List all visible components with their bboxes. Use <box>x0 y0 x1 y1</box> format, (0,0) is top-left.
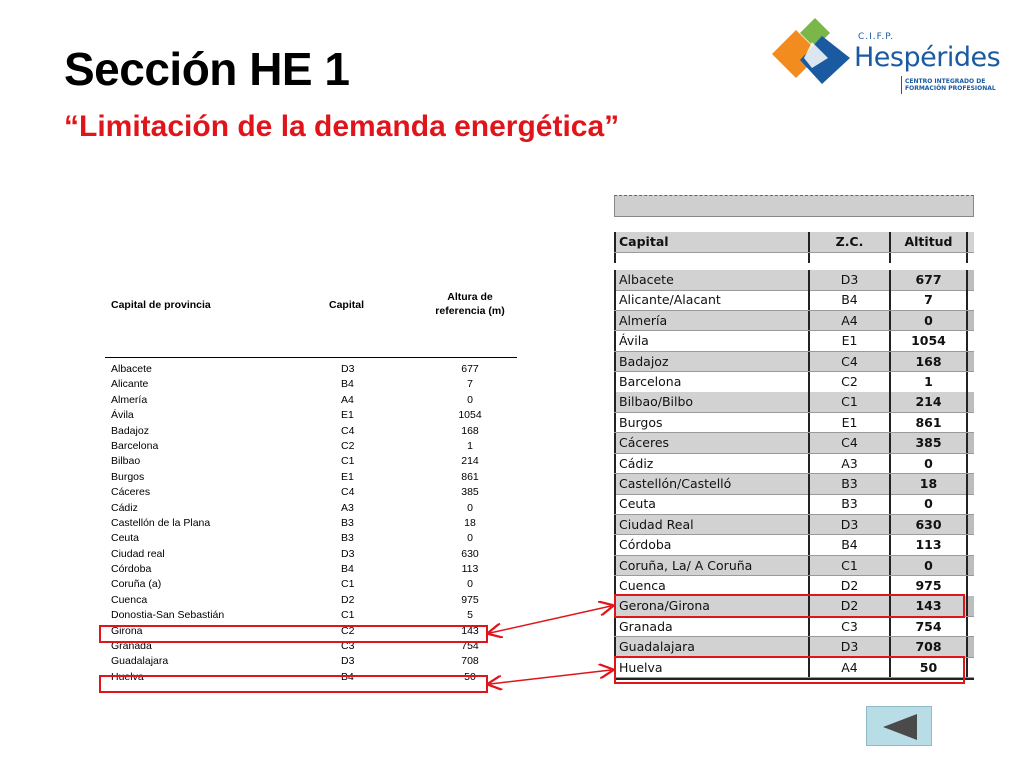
right-cell-capital: Ciudad Real <box>614 515 810 535</box>
left-cell-zone: B3 <box>341 532 354 545</box>
right-cell-edge <box>968 413 974 433</box>
left-table-row <box>105 393 517 408</box>
highlight-huelva-right <box>614 656 965 684</box>
right-cell-zone: D3 <box>810 637 891 657</box>
right-cell-edge <box>968 372 974 392</box>
left-cell-zone: C2 <box>341 624 355 637</box>
right-table-topbar <box>614 195 974 217</box>
left-cell-zone: C1 <box>341 455 355 468</box>
right-cell-edge <box>968 617 974 637</box>
right-cell-capital: Castellón/Castelló <box>614 474 810 494</box>
right-table-row <box>614 331 974 352</box>
left-table-row <box>105 547 517 562</box>
right-cell-zone: C4 <box>810 433 891 453</box>
right-cell-edge <box>968 535 974 555</box>
left-table <box>105 286 517 683</box>
left-cell-province: Bilbao <box>111 455 141 468</box>
right-cell-zone: A4 <box>810 311 891 331</box>
right-cell-altitude: 113 <box>891 535 968 555</box>
left-table-row <box>105 362 517 377</box>
right-cell-zone: C4 <box>810 352 891 372</box>
slide-subtitle: “Limitación de la demanda energética” <box>64 110 620 143</box>
right-cell-altitude: 385 <box>891 433 968 453</box>
right-cell-altitude: 50 <box>891 658 968 678</box>
right-table-row <box>614 290 974 311</box>
right-table-row <box>614 556 974 577</box>
right-table-row <box>614 372 974 393</box>
right-cell-capital: Granada <box>614 617 810 637</box>
right-cell-altitude: 0 <box>891 556 968 576</box>
left-table-row <box>105 408 517 423</box>
left-table-row <box>105 439 517 454</box>
right-cell-altitude: 1 <box>891 372 968 392</box>
left-cell-province: Almería <box>111 393 148 406</box>
left-cell-zone: C4 <box>341 486 355 499</box>
left-cell-altitude: 214 <box>461 455 479 468</box>
right-cell-zone: C1 <box>810 392 891 412</box>
left-cell-altitude: 7 <box>467 378 473 391</box>
right-table-row <box>614 454 974 475</box>
right-cell-capital: Córdoba <box>614 535 810 555</box>
back-triangle-icon <box>881 713 919 741</box>
highlight-girona-left <box>99 625 488 643</box>
right-table-row <box>614 311 974 332</box>
left-cell-altitude: 754 <box>461 640 479 653</box>
left-header-altitude: Altura de referencia (m) <box>435 291 505 317</box>
right-cell-edge <box>968 658 974 678</box>
right-cell-capital: Guadalajara <box>614 637 810 657</box>
left-table-row <box>105 485 517 500</box>
hesperides-logo <box>770 8 1010 98</box>
left-cell-zone: A3 <box>341 501 354 514</box>
right-table-row <box>614 617 974 638</box>
right-cell-zone: E1 <box>810 413 891 433</box>
left-cell-province: Coruña (a) <box>111 578 162 591</box>
left-cell-altitude: 975 <box>461 593 479 606</box>
right-cell-zone: E1 <box>810 331 891 351</box>
left-cell-zone: B3 <box>341 516 354 529</box>
right-cell-altitude: 1054 <box>891 331 968 351</box>
left-cell-province: Cáceres <box>111 486 151 499</box>
left-table-row <box>105 424 517 439</box>
left-table-row <box>105 577 517 592</box>
right-cell-zone: A4 <box>810 658 891 678</box>
logo-divider <box>901 76 902 94</box>
left-cell-altitude: 861 <box>461 470 479 483</box>
right-table-row <box>614 352 974 373</box>
left-cell-zone: B4 <box>341 563 354 576</box>
left-cell-province: Ciudad real <box>111 547 165 560</box>
left-cell-province: Albacete <box>111 363 152 375</box>
right-cell-capital: Albacete <box>614 270 810 290</box>
left-cell-province: Castellón de la Plana <box>111 516 211 529</box>
right-cell-edge <box>968 270 974 290</box>
left-cell-province: Granada <box>111 640 152 653</box>
right-cell-capital: Ávila <box>614 331 810 351</box>
left-cell-altitude: 0 <box>467 393 473 406</box>
left-cell-zone: A4 <box>341 393 354 406</box>
left-table-row <box>105 593 517 608</box>
logo-name-text: Hespérides <box>854 42 1001 73</box>
right-cell-zone: D2 <box>810 576 891 596</box>
right-cell-capital: Gerona/Girona <box>614 596 810 616</box>
right-cell-edge <box>968 596 974 616</box>
left-table-row <box>105 608 517 623</box>
right-table-row <box>614 494 974 515</box>
left-cell-altitude: 5 <box>467 609 473 622</box>
right-cell-altitude: 754 <box>891 617 968 637</box>
left-table-header <box>105 286 517 358</box>
left-cell-province: Girona <box>111 624 143 637</box>
right-cell-zone: C3 <box>810 617 891 637</box>
left-table-row <box>105 501 517 516</box>
right-cell-capital: Barcelona <box>614 372 810 392</box>
left-cell-altitude: 0 <box>467 532 473 545</box>
right-table-row <box>614 535 974 556</box>
right-cell-edge <box>968 352 974 372</box>
right-table-row <box>614 474 974 495</box>
left-cell-zone: B4 <box>341 378 354 391</box>
right-cell-zone: D3 <box>810 515 891 535</box>
right-cell-altitude: 18 <box>891 474 968 494</box>
right-table-row <box>614 433 974 454</box>
right-cell-capital: Cádiz <box>614 454 810 474</box>
right-cell-edge <box>968 290 974 310</box>
right-cell-capital: Alicante/Alacant <box>614 290 810 310</box>
right-cell-edge <box>968 311 974 331</box>
right-cell-zone: A3 <box>810 454 891 474</box>
right-table-row <box>614 413 974 434</box>
right-table-row <box>614 270 974 291</box>
right-cell-edge <box>968 433 974 453</box>
right-header-zone: Z.C. <box>810 232 891 252</box>
left-cell-zone: D3 <box>341 363 355 375</box>
right-cell-edge <box>968 392 974 412</box>
left-cell-zone: D3 <box>341 655 355 668</box>
highlight-girona-right <box>614 594 965 618</box>
left-table-row <box>105 562 517 577</box>
left-cell-altitude: 1 <box>467 439 473 452</box>
logo-cifp-text: C.I.F.P. <box>858 32 895 42</box>
left-cell-zone: D3 <box>341 547 355 560</box>
left-cell-province: Ávila <box>111 409 134 422</box>
right-cell-edge <box>968 576 974 596</box>
right-header-capital: Capital <box>614 232 810 252</box>
right-header-altitude: Altitud <box>891 232 968 252</box>
right-cell-capital: Cáceres <box>614 433 810 453</box>
right-cell-altitude: 630 <box>891 515 968 535</box>
left-cell-province: Barcelona <box>111 439 159 452</box>
left-cell-altitude: 385 <box>461 486 479 499</box>
left-table-row <box>105 454 517 469</box>
right-cell-altitude: 975 <box>891 576 968 596</box>
left-table-row <box>105 531 517 546</box>
right-cell-edge <box>968 556 974 576</box>
right-cell-altitude: 214 <box>891 392 968 412</box>
right-cell-altitude: 168 <box>891 352 968 372</box>
right-cell-edge <box>968 494 974 514</box>
left-cell-altitude: 50 <box>464 670 476 683</box>
right-cell-altitude: 7 <box>891 290 968 310</box>
logo-tagline-2: FORMACIÓN PROFESIONAL <box>905 85 996 92</box>
left-cell-altitude: 630 <box>461 547 479 560</box>
left-table-row <box>105 516 517 531</box>
right-cell-capital: Burgos <box>614 413 810 433</box>
left-table-row <box>105 377 517 392</box>
left-cell-province: Guadalajara <box>111 655 169 668</box>
left-cell-zone: E1 <box>341 409 354 422</box>
right-cell-zone: B4 <box>810 290 891 310</box>
left-cell-province: Badajoz <box>111 424 149 437</box>
right-cell-altitude: 708 <box>891 637 968 657</box>
right-cell-edge <box>968 637 974 657</box>
left-table-row <box>105 470 517 485</box>
right-cell-capital: Almería <box>614 311 810 331</box>
right-cell-capital: Huelva <box>614 658 810 678</box>
right-cell-capital: Ceuta <box>614 494 810 514</box>
right-cell-edge <box>968 474 974 494</box>
left-cell-province: Donostia-San Sebastián <box>111 609 225 622</box>
left-cell-zone: C3 <box>341 640 355 653</box>
left-cell-altitude: 113 <box>461 563 479 576</box>
right-cell-zone: B3 <box>810 474 891 494</box>
left-header-province: Capital de provincia <box>111 299 211 311</box>
left-cell-zone: C1 <box>341 578 355 591</box>
left-cell-altitude: 1054 <box>458 409 482 422</box>
left-cell-altitude: 677 <box>461 363 479 375</box>
left-cell-zone: B4 <box>341 670 354 683</box>
right-table-spacer <box>614 253 974 263</box>
left-cell-province: Cuenca <box>111 593 148 606</box>
right-table-header <box>614 232 974 253</box>
left-table-row <box>105 654 517 669</box>
right-cell-edge <box>968 515 974 535</box>
left-cell-zone: C1 <box>341 609 355 622</box>
right-cell-altitude: 0 <box>891 311 968 331</box>
left-cell-province: Huelva <box>111 670 144 683</box>
left-cell-province: Córdoba <box>111 563 152 576</box>
left-cell-altitude: 143 <box>461 624 479 637</box>
right-table-row <box>614 515 974 536</box>
right-cell-zone: D2 <box>810 596 891 616</box>
right-header-edge <box>968 232 974 252</box>
right-cell-altitude: 0 <box>891 494 968 514</box>
right-cell-capital: Badajoz <box>614 352 810 372</box>
left-cell-altitude: 0 <box>467 501 473 514</box>
left-cell-zone: E1 <box>341 470 354 483</box>
right-cell-zone: B3 <box>810 494 891 514</box>
right-cell-capital: Bilbao/Bilbo <box>614 392 810 412</box>
left-cell-zone: C4 <box>341 424 355 437</box>
right-cell-zone: C2 <box>810 372 891 392</box>
left-cell-province: Alicante <box>111 378 149 391</box>
right-cell-capital: Coruña, La/ A Coruña <box>614 556 810 576</box>
right-cell-edge <box>968 454 974 474</box>
right-cell-edge <box>968 331 974 351</box>
left-cell-province: Ceuta <box>111 532 140 545</box>
left-cell-province: Burgos <box>111 470 145 483</box>
right-cell-zone: C1 <box>810 556 891 576</box>
right-cell-capital: Cuenca <box>614 576 810 596</box>
slide-title: Sección HE 1 <box>64 43 350 95</box>
logo-tagline-1: CENTRO INTEGRADO DE <box>905 78 986 85</box>
left-cell-altitude: 0 <box>467 578 473 591</box>
left-cell-province: Cádiz <box>111 501 138 514</box>
left-cell-altitude: 708 <box>461 655 479 668</box>
right-cell-altitude: 0 <box>891 454 968 474</box>
right-cell-altitude: 143 <box>891 596 968 616</box>
left-cell-altitude: 168 <box>461 424 479 437</box>
right-cell-zone: D3 <box>810 270 891 290</box>
logo-diamond-icon <box>770 8 860 98</box>
left-header-capital: Capital <box>329 299 365 311</box>
left-cell-altitude: 18 <box>464 516 476 529</box>
right-cell-zone: B4 <box>810 535 891 555</box>
right-cell-altitude: 861 <box>891 413 968 433</box>
left-cell-zone: C2 <box>341 439 355 452</box>
right-table-row <box>614 637 974 658</box>
right-cell-altitude: 677 <box>891 270 968 290</box>
left-cell-zone: D2 <box>341 593 355 606</box>
back-button[interactable] <box>866 706 932 746</box>
right-table-row <box>614 392 974 413</box>
highlight-huelva-left <box>99 675 488 693</box>
